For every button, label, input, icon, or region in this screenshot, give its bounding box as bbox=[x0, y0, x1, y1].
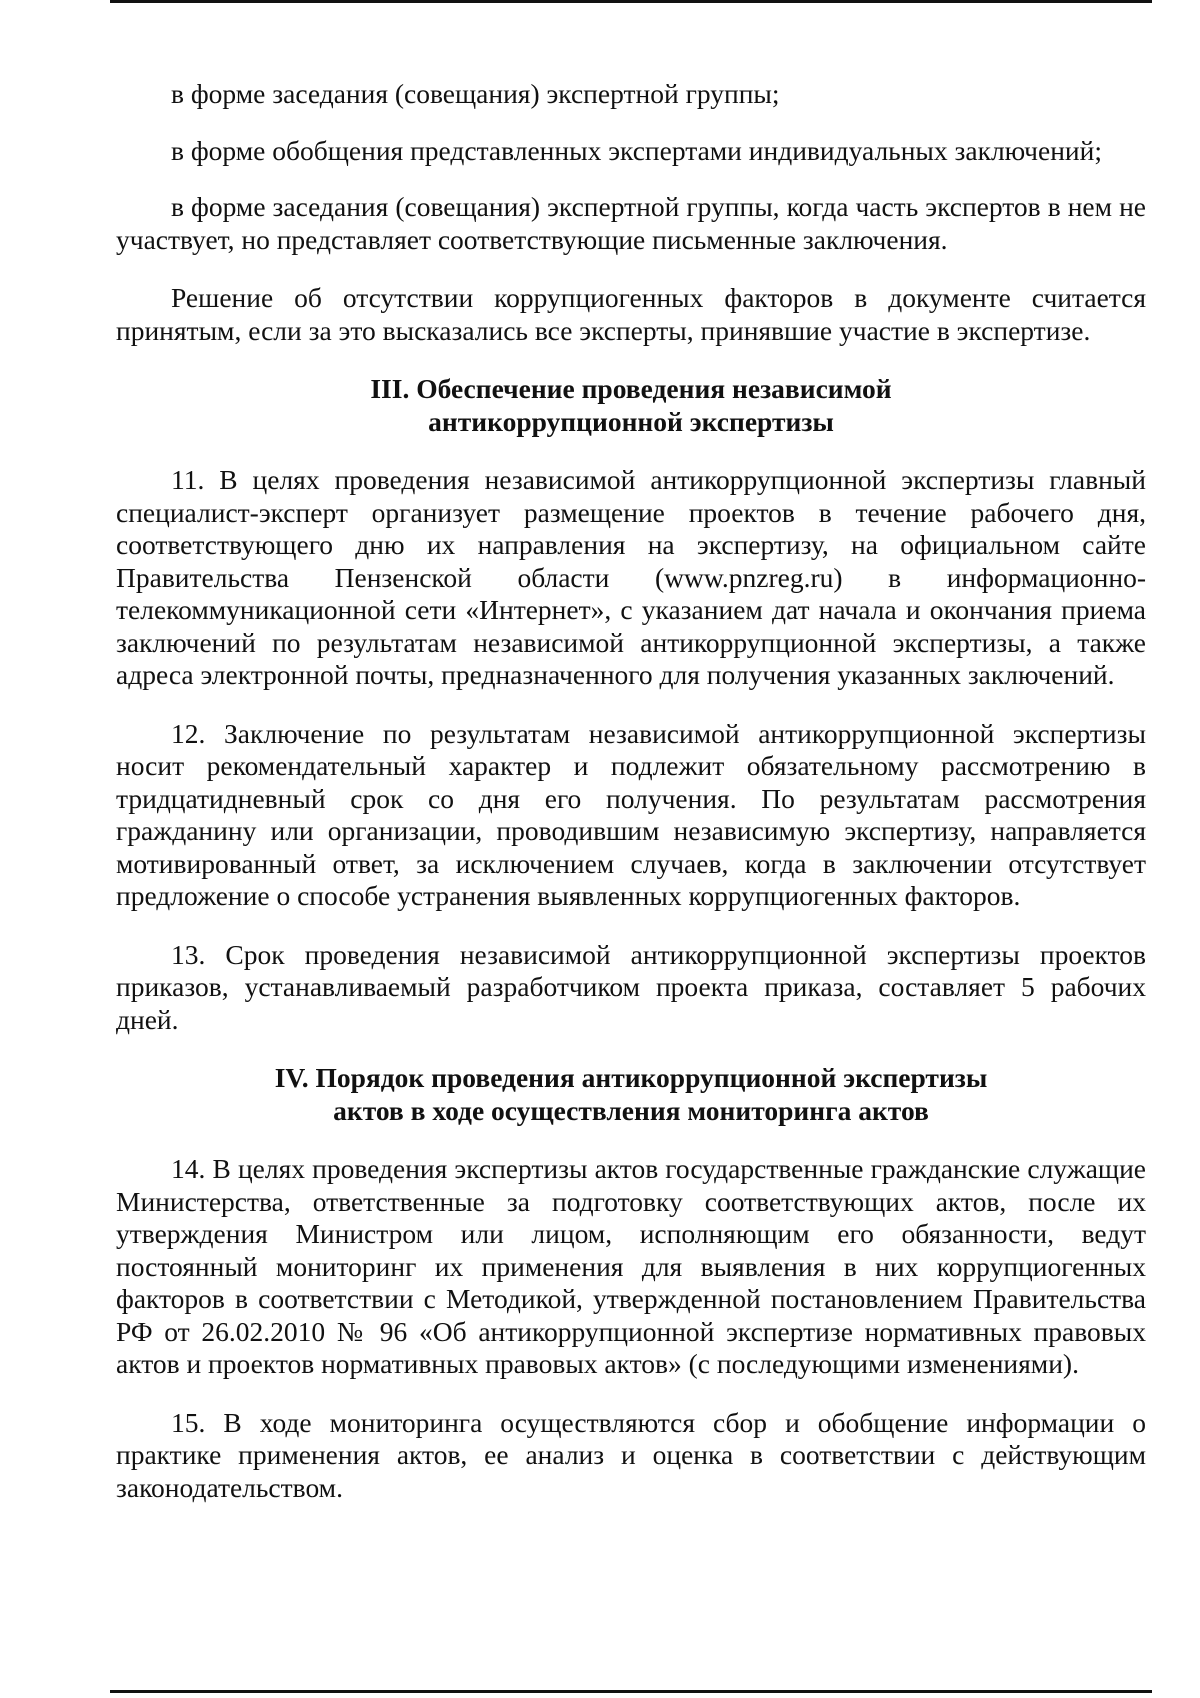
section-4-heading-line-1: IV. Порядок проведения антикоррупционной экспертизы bbox=[274, 1062, 988, 1093]
paragraph-expert-meeting: в форме заседания (совещания) экспертной группы; bbox=[171, 78, 780, 109]
section-3-heading bbox=[116, 373, 1146, 438]
bottom-rule bbox=[110, 1690, 1152, 1693]
section-4-heading bbox=[116, 1062, 1146, 1127]
paragraph-13: 13. Срок проведения независимой антикоррупционной экспертизы проектов приказов, устанавливаемый разработчиком проекта приказа, составляет 5 рабочих дней. bbox=[116, 938, 1146, 1035]
paragraph-decision: Решение об отсутствии коррупциогенных факторов в документе считается принятым, если за это высказались все эксперты, принявшие участие в экспертизе. bbox=[116, 282, 1146, 346]
document-body bbox=[116, 78, 1146, 1530]
paragraph-partial-participation: в форме заседания (совещания) экспертной группы, когда часть экспертов в нем не участвует, но представляет соответствующие письменные заключения. bbox=[116, 191, 1146, 255]
section-4-heading-line-2: актов в ходе осуществления мониторинга актов bbox=[333, 1094, 929, 1126]
section-3-heading-line-2: антикоррупционной экспертизы bbox=[428, 405, 834, 437]
top-rule bbox=[110, 0, 1152, 3]
paragraph-11: 11. В целях проведения независимой антикоррупционной экспертизы главный специалист-эксперт организует размещение проектов в течение рабочего дня, соответствующего дню их направления на экспертизу, на официальном сайте Правительства Пензенской области (www.pnzreg.ru) в информационно-телекоммуникационной сети «Интернет», с указанием дат начала и окончания приема заключений по результатам независимой антикоррупционной экспертизы, а также адреса электронной почты, предназначенного для получения указанных заключений. bbox=[116, 464, 1146, 690]
paragraph-15: 15. В ходе мониторинга осуществляются сбор и обобщение информации о практике применения актов, ее анализ и оценка в соответствии с действующим законодательством. bbox=[116, 1406, 1146, 1503]
paragraph-individual-conclusions: в форме обобщения представленных экспертами индивидуальных заключений; bbox=[171, 134, 1102, 166]
section-3-heading-line-1: III. Обеспечение проведения независимой bbox=[370, 373, 892, 404]
paragraph-12: 12. Заключение по результатам независимой антикоррупционной экспертизы носит рекомендательный характер и подлежит обязательному рассмотрению в тридцатидневный срок со дня его получения. По результатам рассмотрения гражданину или организации, проводившим независимую экспертизу, направляется мотивированный ответ, за исключением случаев, когда в заключении отсутствует предложение о способе устранения выявленных коррупциогенных факторов. bbox=[116, 717, 1146, 911]
paragraph-14: 14. В целях проведения экспертизы актов государственные гражданские служащие Министерства, ответственные за подготовку соответствующих актов, после их утверждения Министром или лицом, исполняющим его обязанности, ведут постоянный мониторинг их применения для выявления в них коррупциогенных факторов в соответствии с Методикой, утвержденной постановлением Правительства РФ от 26.02.2010 № 96 «Об антикоррупционной экспертизе нормативных правовых актов и проектов нормативных правовых актов» (с последующими изменениями). bbox=[116, 1153, 1146, 1379]
